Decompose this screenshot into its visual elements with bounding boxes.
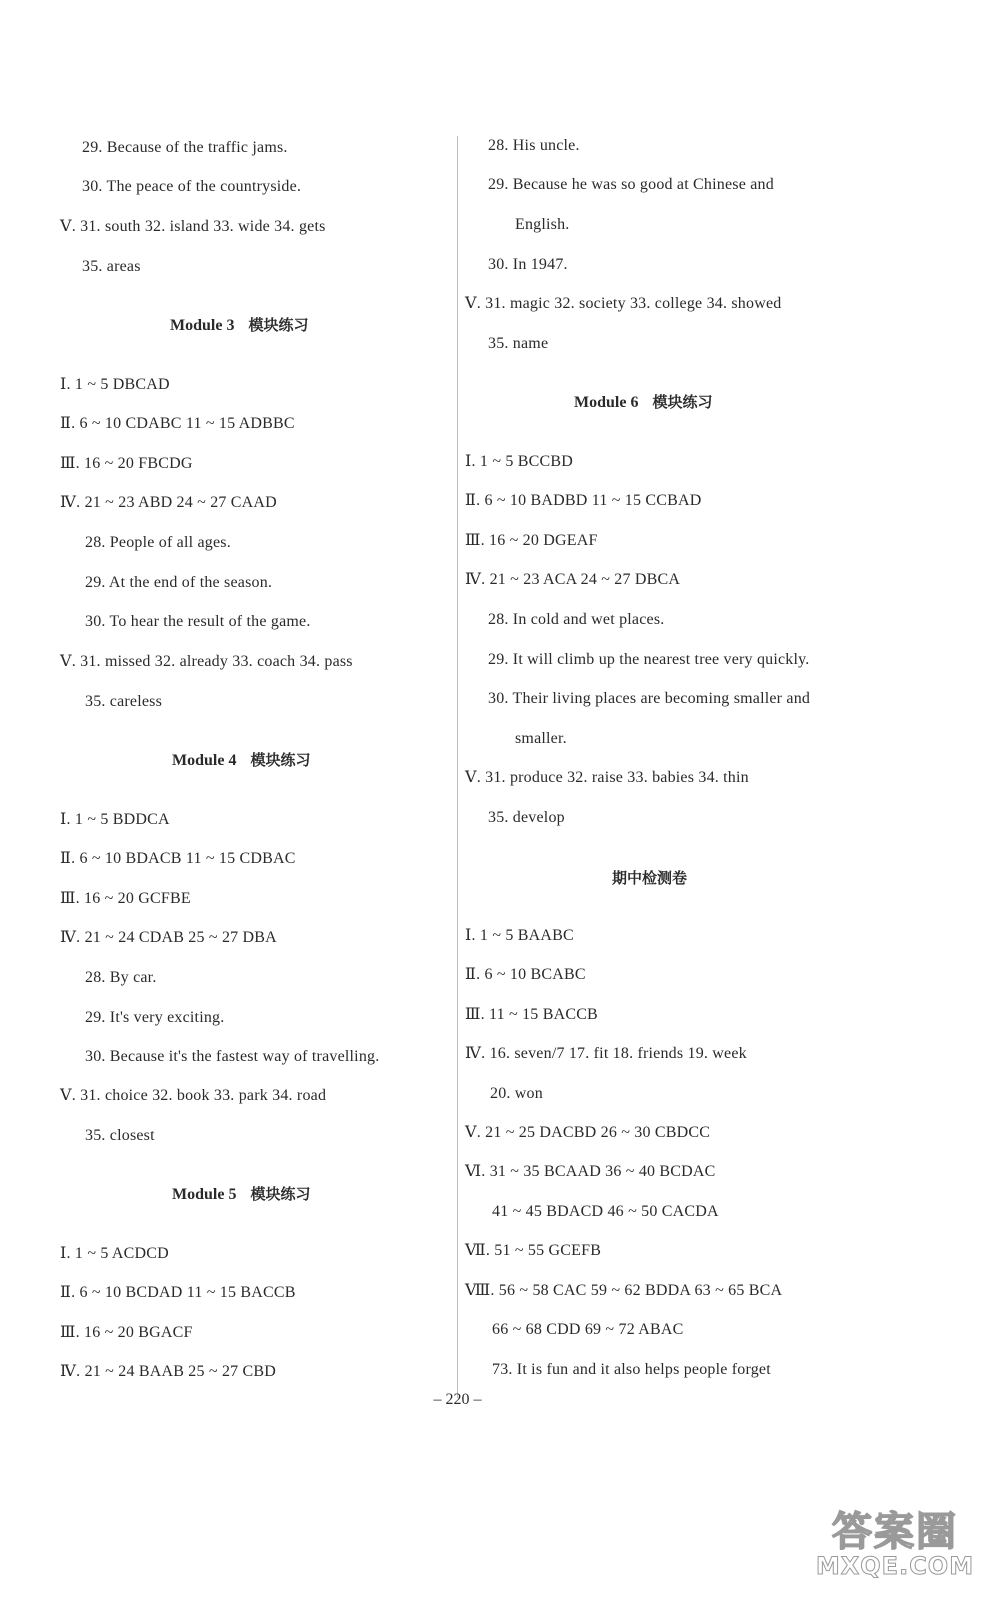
heading-en: Module 4 [172,752,237,769]
answer-line: Ⅶ. 51 ~ 55 GCEFB [465,1242,602,1259]
heading-cn: 模块练习 [250,1185,311,1203]
answer-line: 29. It's very exciting. [85,1009,225,1026]
answer-line: 35. name [488,335,549,352]
answer-line: Ⅷ. 56 ~ 58 CAC 59 ~ 62 BDDA 63 ~ 65 BCA [465,1282,783,1299]
answer-line: Ⅱ. 6 ~ 10 BCDAD 11 ~ 15 BACCB [60,1284,296,1301]
heading-en: Module 5 [172,1186,237,1203]
answer-line: Ⅲ. 16 ~ 20 GCFBE [60,890,191,907]
answer-line: English. [515,216,570,233]
answer-line: Ⅰ. 1 ~ 5 ACDCD [60,1245,169,1262]
answer-line: 35. closest [85,1127,155,1144]
answer-line: Ⅴ. 31. south 32. island 33. wide 34. gets [60,218,326,235]
heading-en: Module 6 [574,394,639,411]
answer-line: Ⅳ. 21 ~ 24 BAAB 25 ~ 27 CBD [60,1363,277,1380]
answer-line: smaller. [515,730,567,747]
answer-line: Ⅴ. 31. missed 32. already 33. coach 34. pass [60,653,353,670]
answer-line: Ⅵ. 31 ~ 35 BCAAD 36 ~ 40 BCDAC [465,1163,716,1180]
answer-line: Ⅴ. 21 ~ 25 DACBD 26 ~ 30 CBDCC [465,1124,711,1141]
answer-line: Ⅰ. 1 ~ 5 BDDCA [60,811,170,828]
answer-line: 29. At the end of the season. [85,574,273,591]
answer-line: Ⅲ. 16 ~ 20 BGACF [60,1324,193,1341]
answer-line: Ⅳ. 21 ~ 23 ACA 24 ~ 27 DBCA [465,571,681,588]
answer-line: Ⅰ. 1 ~ 5 DBCAD [60,376,170,393]
answer-line: 28. By car. [85,969,157,986]
watermark-text: 答案圈 [832,1509,958,1555]
answer-line: Ⅲ. 16 ~ 20 FBCDG [60,455,193,472]
answer-line: 30. Because it's the fastest way of travelling. [85,1048,380,1065]
answer-line: 35. careless [85,693,163,710]
answer-line: 35. develop [488,809,565,826]
module-3-heading [170,315,308,336]
answer-line: Ⅱ. 6 ~ 10 BDACB 11 ~ 15 CDBAC [60,850,296,867]
answer-line: 28. His uncle. [488,137,580,154]
answer-line: 30. To hear the result of the game. [85,613,311,630]
page-number: – 220 – [433,1391,482,1408]
answer-line: Ⅰ. 1 ~ 5 BCCBD [465,453,574,470]
answer-line: 29. Because he was so good at Chinese and [488,176,774,193]
watermark-url: MXQE.COM [815,1552,975,1580]
answer-line: Ⅴ. 31. magic 32. society 33. college 34. showed [465,295,782,312]
answer-line: 28. People of all ages. [85,534,231,551]
midterm-heading: 期中检测卷 [612,869,688,887]
answer-line: 28. In cold and wet places. [488,611,665,628]
answer-line: Ⅲ. 11 ~ 15 BACCB [465,1006,598,1023]
answer-line: Ⅱ. 6 ~ 10 BADBD 11 ~ 15 CCBAD [465,492,702,509]
answer-line: 66 ~ 68 CDD 69 ~ 72 ABAC [492,1321,684,1338]
answer-line: Ⅰ. 1 ~ 5 BAABC [465,927,574,944]
answer-line: 30. The peace of the countryside. [82,178,302,195]
heading-en: Module 3 [170,317,235,334]
answer-line: 29. It will climb up the nearest tree very quickly. [488,651,810,668]
watermark-logo [810,1500,980,1590]
answer-line: Ⅱ. 6 ~ 10 CDABC 11 ~ 15 ADBBC [60,415,295,432]
heading-cn: 模块练习 [250,751,311,769]
answer-line: 30. Their living places are becoming smaller and [488,690,811,707]
module-5-heading [172,1184,310,1205]
answer-line: Ⅳ. 16. seven/7 17. fit 18. friends 19. week [465,1045,747,1062]
module-6-heading [574,392,712,413]
answer-line: Ⅴ. 31. choice 32. book 33. park 34. road [60,1087,327,1104]
answer-line: 41 ~ 45 BDACD 46 ~ 50 CACDA [492,1203,719,1220]
answer-line: 35. areas [82,258,141,275]
heading-cn: 模块练习 [248,316,309,334]
answer-line: Ⅲ. 16 ~ 20 DGEAF [465,532,598,549]
answer-line: 29. Because of the traffic jams. [82,139,288,156]
answer-line: 20. won [490,1085,543,1102]
column-divider [457,136,458,1398]
module-4-heading [172,750,310,771]
heading-cn: 模块练习 [652,393,713,411]
answer-line: Ⅳ. 21 ~ 24 CDAB 25 ~ 27 DBA [60,929,277,946]
answer-line: Ⅴ. 31. produce 32. raise 33. babies 34. thin [465,769,749,786]
answer-line: Ⅳ. 21 ~ 23 ABD 24 ~ 27 CAAD [60,494,277,511]
answer-line: 30. In 1947. [488,256,568,273]
answer-line: 73. It is fun and it also helps people forget [492,1361,771,1378]
answer-line: Ⅱ. 6 ~ 10 BCABC [465,966,586,983]
